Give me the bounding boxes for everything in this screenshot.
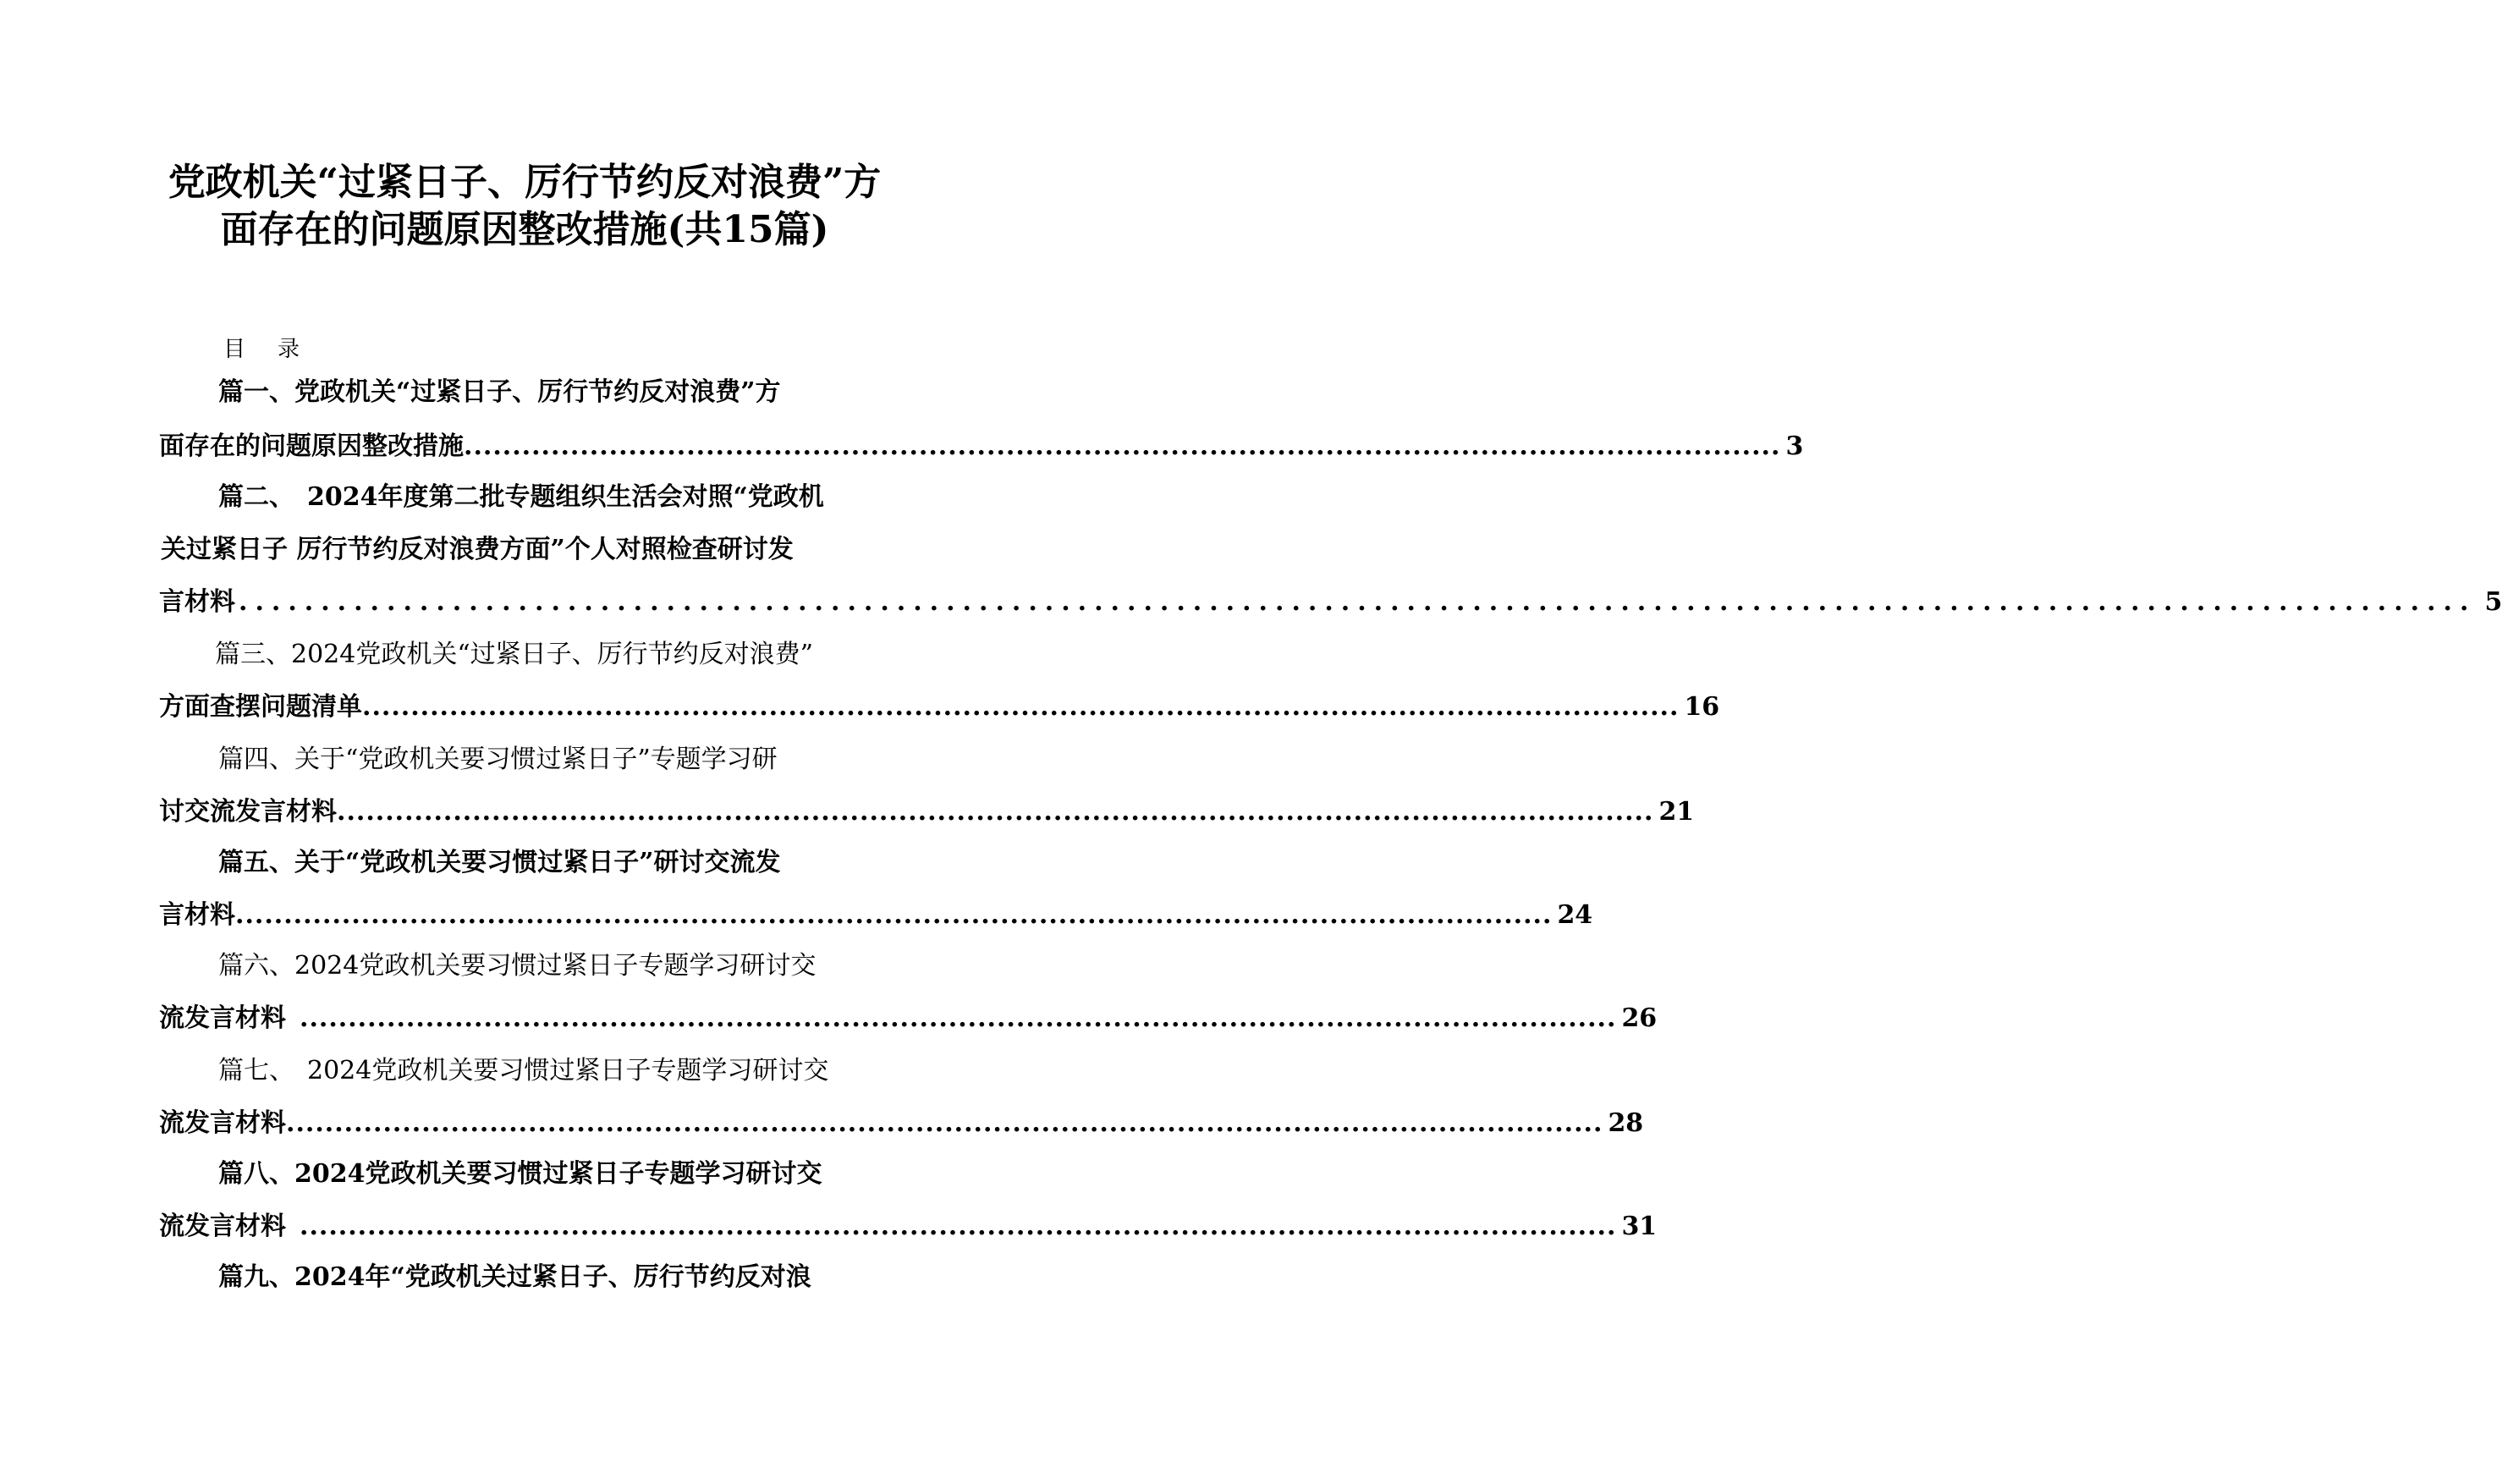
document-title (127, 159, 922, 254)
title-line-2: 面存在的问题原因整改措施(共15篇) (220, 208, 829, 251)
toc-entry-2-line-3[interactable] (159, 585, 2502, 619)
leader-dots: ........................................................................................................................................ (362, 692, 1680, 722)
toc-entry-6-line-1[interactable]: 篇六、2024党政机关要习惯过紧日子专题学习研讨交 (218, 951, 817, 981)
toc-entry-text: 方面查摆问题清单 (159, 692, 362, 722)
toc-entry-6-line-2[interactable] (159, 1002, 1658, 1036)
toc-entry-text: 言材料 (159, 587, 235, 617)
toc-page-number: 24 (1557, 900, 1593, 930)
toc-entry-5-line-2[interactable] (159, 899, 1593, 932)
toc-page-number: 26 (1621, 1003, 1658, 1033)
toc-entry-text: 讨交流发言材料 (159, 797, 337, 827)
toc-entry-4-line-2[interactable] (159, 795, 1695, 829)
toc-entry-text: 面存在的问题原因整改措施 (159, 431, 464, 461)
toc-entry-3-line-2[interactable] (159, 690, 1720, 724)
toc-entry-2-line-1[interactable]: 篇二、 2024年度第二批专题组织生活会对照“党政机 (218, 482, 824, 512)
toc-entry-7-line-1[interactable]: 篇七、 2024党政机关要习惯过紧日子专题学习研讨交 (218, 1056, 829, 1086)
toc-page-number: 5 (2484, 587, 2502, 617)
leader-dots: ........................................................................................................................................ (337, 797, 1654, 827)
toc-page-number: 16 (1684, 692, 1720, 722)
toc-page-number: 21 (1658, 797, 1695, 827)
leader-dots: ........................................................................................................................................ (286, 1108, 1603, 1138)
leader-dots: ........................................................................................................................................ (464, 431, 1781, 461)
toc-entry-5-line-1[interactable]: 篇五、关于“党政机关要习惯过紧日子”研讨交流发 (218, 848, 781, 877)
leader-dots: ........................................................................................................................................ (239, 587, 2477, 617)
toc-entry-1-line-2[interactable] (159, 430, 1804, 464)
toc-entry-2-line-2[interactable]: 关过紧日子 厉行节约反对浪费方面”个人对照检查研讨发 (161, 535, 794, 564)
toc-page-number: 3 (1785, 431, 1804, 461)
title-line-1: 党政机关“过紧日子、厉行节约反对浪费”方 (168, 161, 882, 204)
leader-dots: ........................................................................................................................................ (300, 1003, 1617, 1033)
toc-entry-9-line-1[interactable]: 篇九、2024年“党政机关过紧日子、厉行节约反对浪 (218, 1262, 811, 1292)
leader-dots: ........................................................................................................................................ (235, 900, 1553, 930)
toc-entry-text: 流发言材料 (159, 1108, 286, 1138)
toc-entry-4-line-1[interactable]: 篇四、关于“党政机关要习惯过紧日子”专题学习研 (218, 745, 778, 774)
toc-entry-7-line-2[interactable] (159, 1107, 1644, 1140)
toc-entry-1-line-1[interactable]: 篇一、党政机关“过紧日子、厉行节约反对浪费”方 (218, 377, 781, 407)
toc-entry-text: 言材料 (159, 900, 235, 930)
leader-dots: ........................................................................................................................................ (300, 1212, 1617, 1241)
toc-entry-8-line-2[interactable] (159, 1210, 1658, 1244)
toc-page-number: 31 (1621, 1212, 1658, 1241)
toc-entry-text: 流发言材料 (159, 1003, 286, 1033)
toc-entry-8-line-1[interactable]: 篇八、2024党政机关要习惯过紧日子专题学习研讨交 (218, 1159, 822, 1189)
toc-page-number: 28 (1608, 1108, 1644, 1138)
toc-heading: 目录 (223, 337, 333, 362)
toc-entry-3-line-1[interactable]: 篇三、2024党政机关“过紧日子、厉行节约反对浪费” (215, 640, 814, 669)
toc-entry-text: 流发言材料 (159, 1212, 286, 1241)
